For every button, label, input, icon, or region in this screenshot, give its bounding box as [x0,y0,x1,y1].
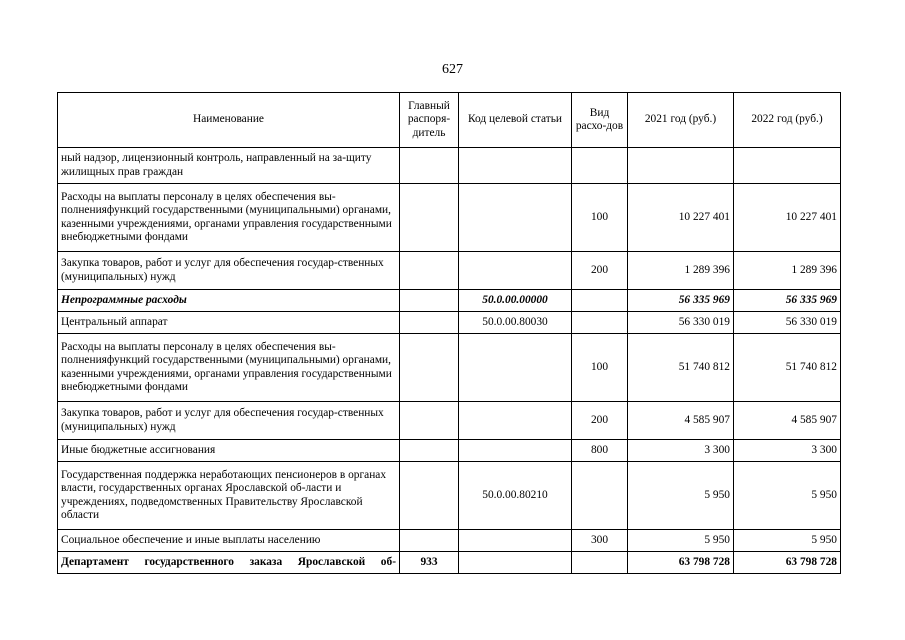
row-name: Социальное обеспечение и иные выплаты населению [58,530,400,552]
row-2021: 63 798 728 [628,552,734,574]
row-type: 200 [572,252,628,290]
row-admin [400,402,459,440]
row-2021: 5 950 [628,530,734,552]
row-2022: 56 330 019 [734,312,841,334]
row-code [459,530,572,552]
row-2022: 4 585 907 [734,402,841,440]
row-admin [400,530,459,552]
row-2022 [734,148,841,184]
row-code [459,334,572,402]
row-code [459,148,572,184]
table-row [58,252,841,290]
row-name: Непрограммные расходы [58,290,400,312]
row-type [572,148,628,184]
row-type: 300 [572,530,628,552]
row-2021: 3 300 [628,440,734,462]
row-admin [400,312,459,334]
row-admin [400,148,459,184]
row-type [572,312,628,334]
row-name: Расходы на выплаты персоналу в целях обеспечения вы-полненияфункций государственными (муниципальными) органами, казенными учреждениями, органами управления государственными внебюджетными фондами [58,184,400,252]
row-2022: 10 227 401 [734,184,841,252]
row-2021: 56 335 969 [628,290,734,312]
header-name: Наименование [58,93,400,148]
table-row [58,402,841,440]
table-row [58,530,841,552]
row-type [572,290,628,312]
row-2021: 56 330 019 [628,312,734,334]
row-admin [400,184,459,252]
row-2022: 5 950 [734,530,841,552]
row-code [459,252,572,290]
row-name: Департамент государственного заказа Ярославской об- [58,552,400,574]
row-name: Центральный аппарат [58,312,400,334]
row-name: Закупка товаров, работ и услуг для обеспечения государ-ственных (муниципальных) нужд [58,402,400,440]
row-code [459,402,572,440]
row-type [572,552,628,574]
row-admin [400,290,459,312]
row-type: 100 [572,334,628,402]
row-type: 200 [572,402,628,440]
table-row [58,148,841,184]
table-row [58,440,841,462]
row-2022: 5 950 [734,462,841,530]
row-type: 100 [572,184,628,252]
budget-table [57,92,841,574]
row-2021: 51 740 812 [628,334,734,402]
table-row [58,290,841,312]
row-2022: 63 798 728 [734,552,841,574]
row-code [459,440,572,462]
row-name: Государственная поддержка неработающих пенсионеров в органах власти, государственных органах Ярославской об-ласти и учреждениях, подведомственных Правительству Ярославской области [58,462,400,530]
row-admin [400,334,459,402]
row-code [459,184,572,252]
row-code: 50.0.00.80030 [459,312,572,334]
row-admin: 933 [400,552,459,574]
row-admin [400,252,459,290]
row-2022: 51 740 812 [734,334,841,402]
header-admin: Главный распоря-дитель [400,93,459,148]
row-2022: 1 289 396 [734,252,841,290]
row-2021: 1 289 396 [628,252,734,290]
row-2021: 4 585 907 [628,402,734,440]
table-row [58,334,841,402]
table-row [58,312,841,334]
header-type: Вид расхо-дов [572,93,628,148]
row-admin [400,462,459,530]
page-number: 627 [442,62,463,77]
row-name: ный надзор, лицензионный контроль, направленный на за-щиту жилищных прав граждан [58,148,400,184]
header-code: Код целевой статьи [459,93,572,148]
row-code: 50.0.00.80210 [459,462,572,530]
table-row [58,184,841,252]
row-name: Расходы на выплаты персоналу в целях обеспечения вы-полненияфункций государственными (муниципальными) органами, казенными учреждениями, органами управления государственными внебюджетными фондами [58,334,400,402]
row-2022: 3 300 [734,440,841,462]
header-2021: 2021 год (руб.) [628,93,734,148]
table-row [58,462,841,530]
row-2021: 10 227 401 [628,184,734,252]
row-code [459,552,572,574]
header-2022: 2022 год (руб.) [734,93,841,148]
row-name: Иные бюджетные ассигнования [58,440,400,462]
table-header-row [58,93,841,148]
row-name: Закупка товаров, работ и услуг для обеспечения государ-ственных (муниципальных) нужд [58,252,400,290]
row-type: 800 [572,440,628,462]
table-row [58,552,841,574]
row-2021: 5 950 [628,462,734,530]
row-2022: 56 335 969 [734,290,841,312]
row-type [572,462,628,530]
row-2021 [628,148,734,184]
row-admin [400,440,459,462]
row-code: 50.0.00.00000 [459,290,572,312]
